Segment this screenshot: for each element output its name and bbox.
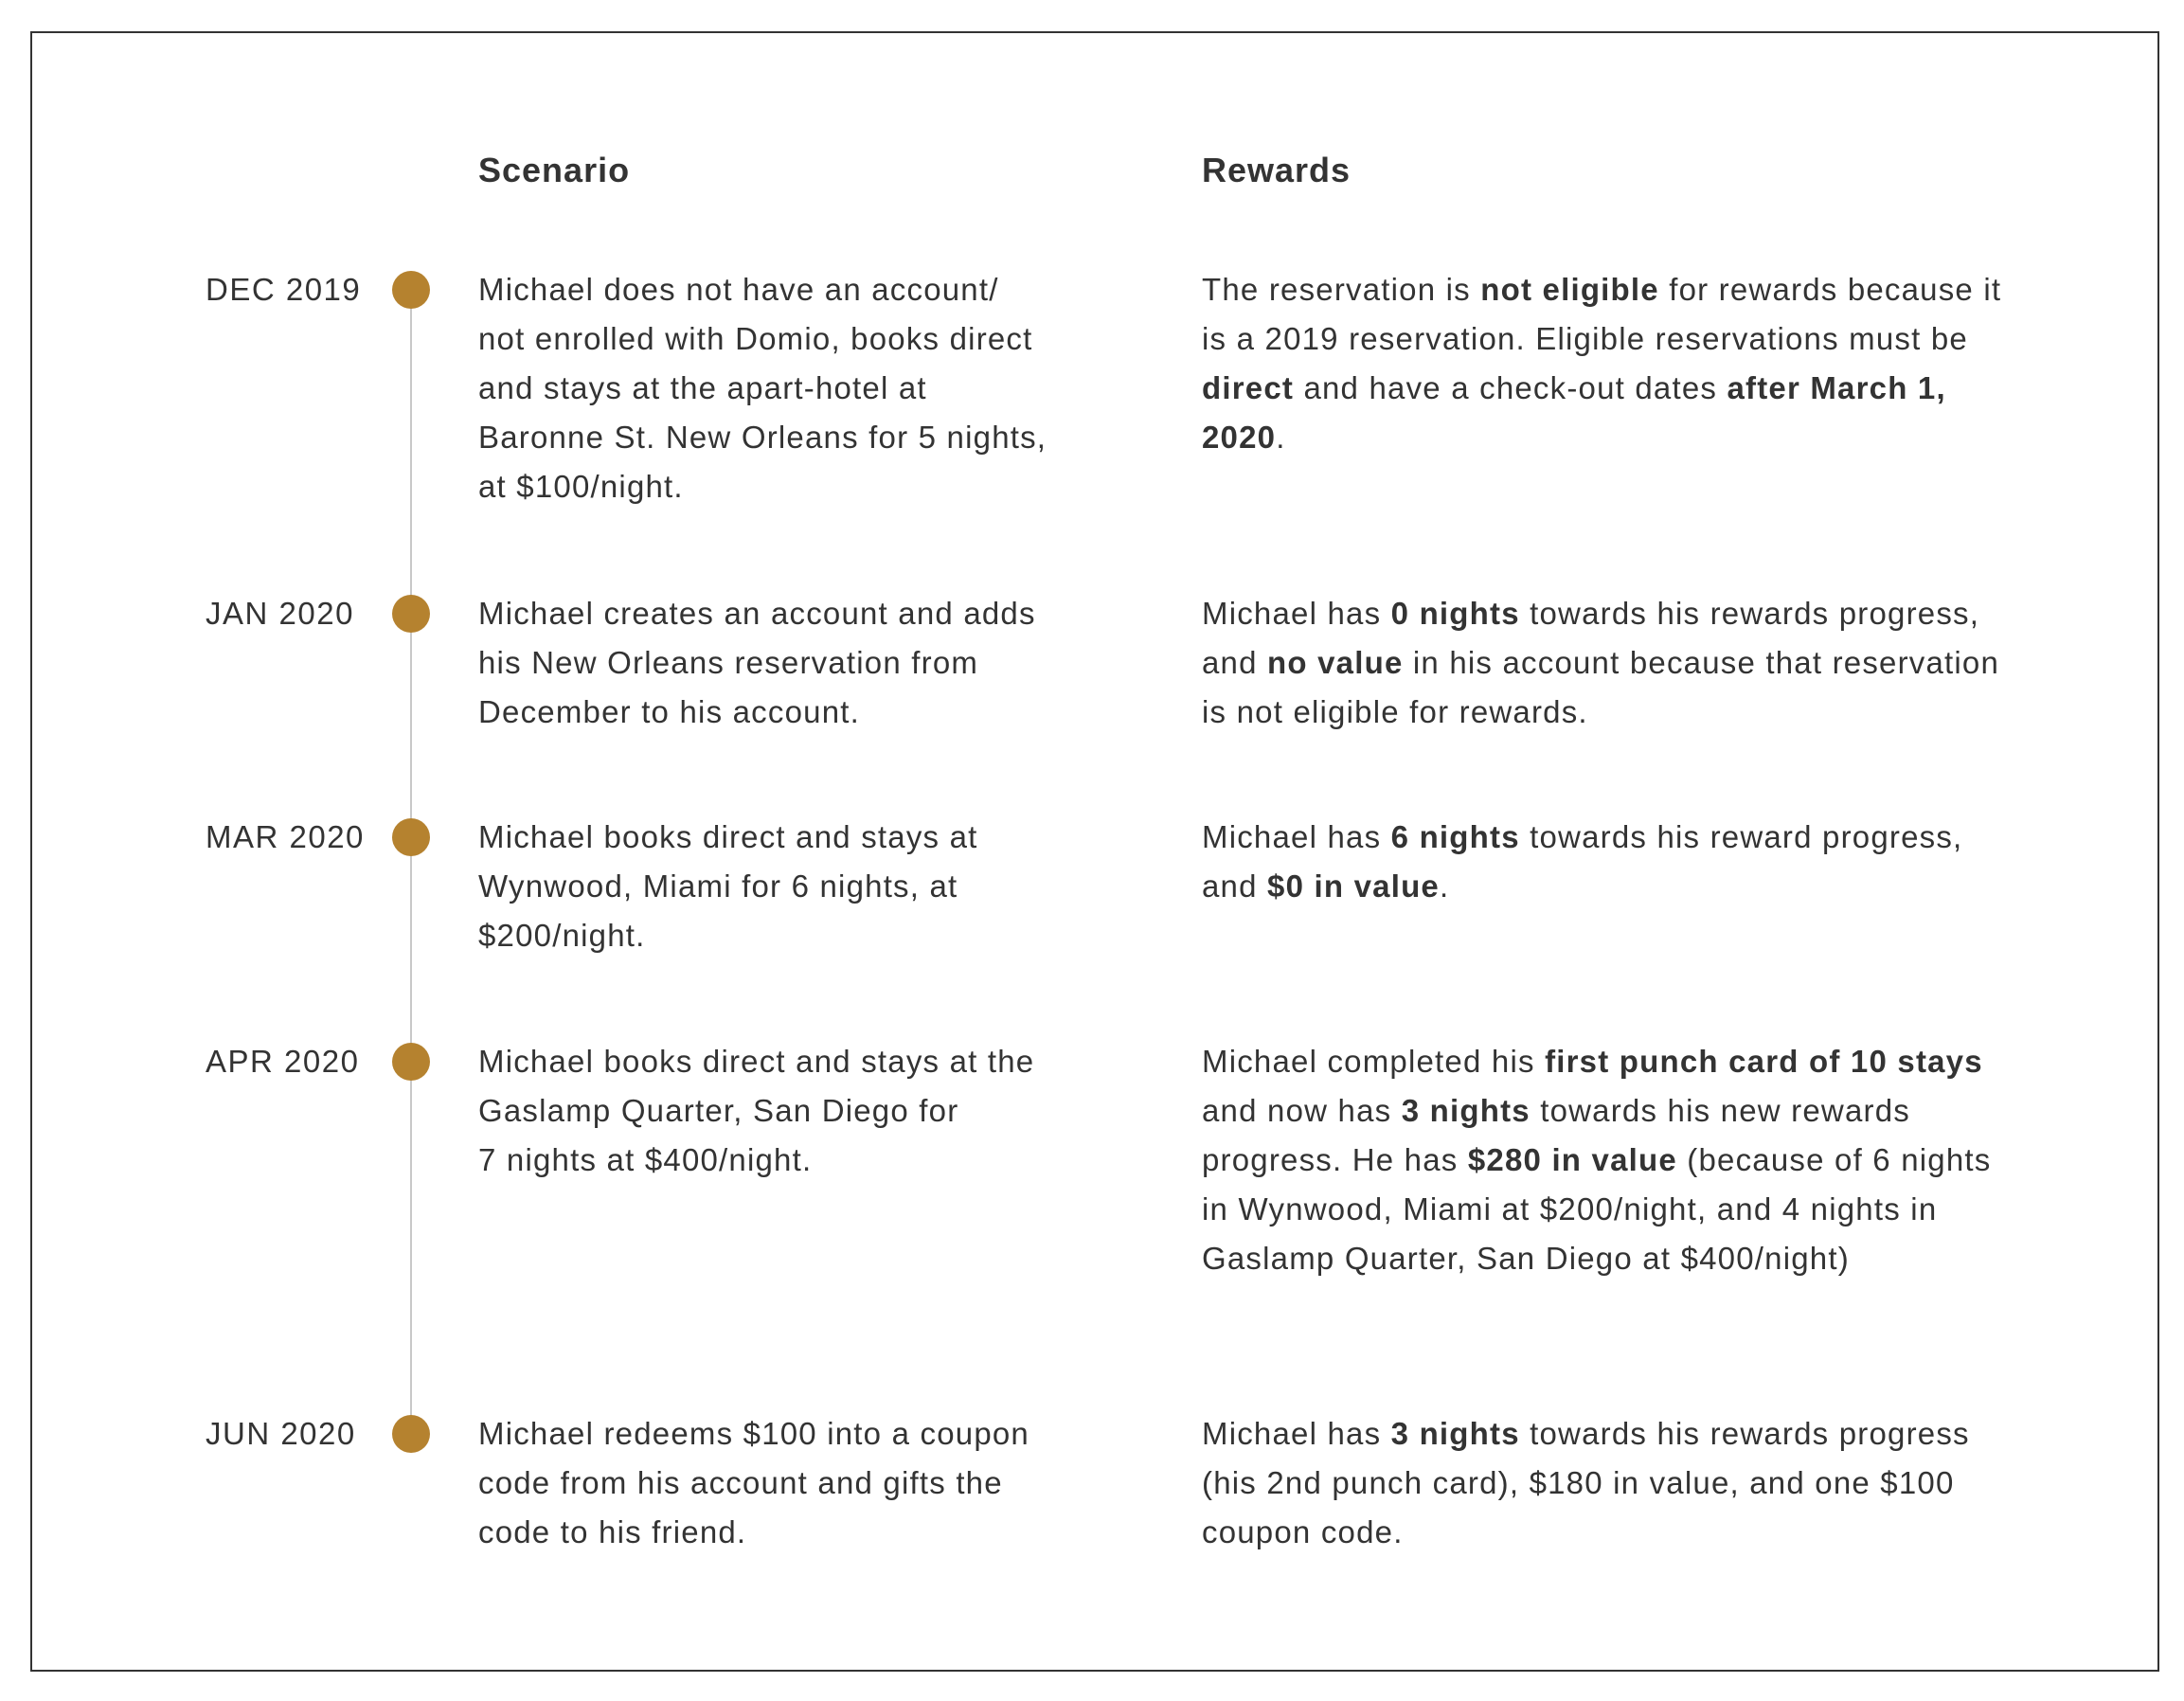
timeline-dot — [392, 1415, 430, 1453]
rewards-text-part: towards his rewards progress, and — [1202, 596, 1980, 680]
rewards-column-header: Rewards — [1202, 151, 1352, 189]
scenario-line: Wynwood, Miami for 6 nights, at — [478, 868, 958, 904]
rewards-text-part: Michael has — [1202, 596, 1391, 631]
timeline-dot — [392, 271, 430, 309]
rewards-text-part: towards his new rewards progress. He has — [1202, 1093, 1910, 1177]
rewards-highlight: after March 1, 2020 — [1202, 370, 1946, 455]
rewards-text-part: The reservation is — [1202, 272, 1481, 307]
scenario-column-header: Scenario — [478, 151, 631, 189]
scenario-line: not enrolled with Domio, books direct — [478, 321, 1033, 356]
scenario-line: and stays at the apart-hotel at — [478, 370, 927, 405]
rewards-highlight: direct — [1202, 370, 1295, 405]
rewards-highlight: no value — [1267, 645, 1404, 680]
timeline-dot — [392, 1043, 430, 1081]
rewards-text-part: Michael completed his — [1202, 1044, 1546, 1079]
rewards-highlight: first punch card of 10 stays — [1545, 1044, 1983, 1079]
rewards-highlight: $280 in value — [1467, 1142, 1677, 1177]
scenario-line: at $100/night. — [478, 469, 684, 504]
timeline-date: MAR 2020 — [206, 819, 365, 854]
scenario-line: his New Orleans reservation from — [478, 645, 979, 680]
scenario-text — [478, 589, 1122, 737]
rewards-text — [1202, 589, 2016, 737]
scenario-line: Michael redeems $100 into a coupon — [478, 1416, 1029, 1451]
scenario-line: 7 nights at $400/night. — [478, 1142, 813, 1177]
rewards-text-part: in his account because that reservation is not eligible for rewards. — [1202, 645, 2000, 729]
scenario-line: Michael creates an account and adds — [478, 596, 1036, 631]
rewards-text — [1202, 1409, 2016, 1557]
rewards-text-part: . — [1440, 868, 1450, 904]
timeline-date: DEC 2019 — [206, 272, 362, 307]
rewards-text-part: and have a check-out dates — [1294, 370, 1728, 405]
scenario-text — [478, 1037, 1122, 1185]
scenario-line: Michael books direct and stays at the — [478, 1044, 1035, 1079]
scenario-line: Gaslamp Quarter, San Diego for — [478, 1093, 959, 1128]
rewards-highlight: $0 in value — [1267, 868, 1440, 904]
timeline-date: JUN 2020 — [206, 1416, 356, 1451]
rewards-highlight: 3 nights — [1401, 1093, 1531, 1128]
rewards-text — [1202, 1037, 2016, 1283]
timeline-line — [410, 289, 412, 1428]
rewards-text-part: towards his rewards progress (his 2nd punch card), $180 in value, and one $100 coupon code. — [1202, 1416, 1970, 1549]
scenario-line: $200/night. — [478, 918, 646, 953]
timeline-date: JAN 2020 — [206, 596, 354, 631]
scenario-text — [478, 1409, 1122, 1557]
rewards-text-part: Michael has — [1202, 819, 1391, 854]
timeline-date: APR 2020 — [206, 1044, 360, 1079]
scenario-line: code to his friend. — [478, 1514, 747, 1549]
timeline-dot — [392, 818, 430, 856]
rewards-text — [1202, 813, 2016, 911]
rewards-text-part: for rewards because it is a 2019 reservation. Eligible reservations must be — [1202, 272, 2002, 356]
scenario-line: Michael books direct and stays at — [478, 819, 978, 854]
rewards-highlight: 0 nights — [1390, 596, 1520, 631]
scenario-text — [478, 265, 1122, 511]
scenario-line: code from his account and gifts the — [478, 1465, 1003, 1500]
rewards-text-part: and now has — [1202, 1093, 1402, 1128]
timeline-dot — [392, 595, 430, 633]
rewards-highlight: not eligible — [1480, 272, 1659, 307]
rewards-text-part: . — [1276, 420, 1286, 455]
scenario-text — [478, 813, 1122, 960]
rewards-text-part: (because of 6 nights in Wynwood, Miami at $200/night, and 4 nights in Gaslamp Quarter, San Diego at $400/night) — [1202, 1142, 1992, 1276]
rewards-text-part: Michael has — [1202, 1416, 1391, 1451]
scenario-line: December to his account. — [478, 694, 860, 729]
scenario-line: Baronne St. New Orleans for 5 nights, — [478, 420, 1047, 455]
rewards-text-part: towards his reward progress, and — [1202, 819, 1963, 904]
rewards-text — [1202, 265, 2016, 462]
rewards-highlight: 3 nights — [1390, 1416, 1520, 1451]
scenario-line: Michael does not have an account/ — [478, 272, 999, 307]
rewards-highlight: 6 nights — [1390, 819, 1520, 854]
